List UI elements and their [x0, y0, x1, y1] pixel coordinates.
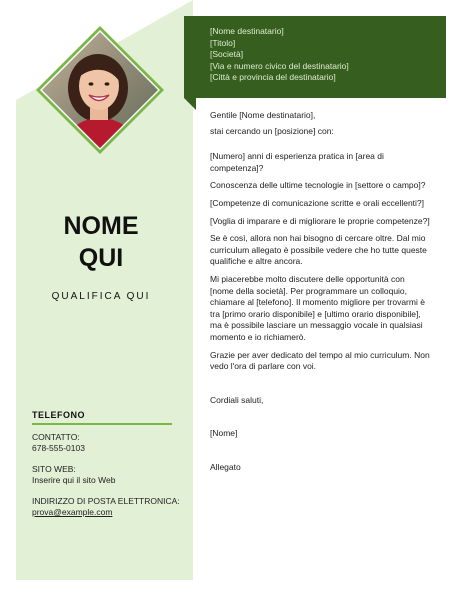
email-block	[32, 496, 182, 518]
letter-paragraph-3: Grazie per aver dedicato del tempo al mio curriculum. Non vedo l'ora di parlare con voi.	[210, 349, 430, 372]
contact-heading: TELEFONO	[32, 410, 85, 420]
email-link[interactable]: prova@example.com	[32, 507, 113, 517]
recipient-name: [Nome destinatario]	[210, 26, 284, 36]
candidate-name-line1: NOME	[63, 212, 139, 240]
phone-label: CONTATTO:	[32, 432, 80, 442]
email-label: INDIRIZZO DI POSTA ELETTRONICA:	[32, 496, 180, 506]
candidate-name	[16, 210, 186, 274]
letter-point-1: [Numero] anni di esperienza pratica in [area di competenza]?	[210, 151, 384, 173]
letter-point-2: Conoscenza delle ultime tecnologie in [settore o campo]?	[210, 180, 426, 191]
letter-closing: Cordiali saluti,	[210, 394, 264, 405]
website-block	[32, 464, 182, 486]
website-label: SITO WEB:	[32, 464, 76, 474]
contact-divider	[32, 423, 172, 425]
recipient-address	[210, 26, 349, 84]
recipient-street: [Via e numero civico del destinatario]	[210, 60, 349, 71]
letter-signature: [Nome]	[210, 428, 238, 439]
candidate-name-line2: QUI	[78, 244, 124, 272]
recipient-title: [Titolo]	[210, 37, 236, 48]
profile-photo	[36, 26, 164, 154]
phone-value: 678-555-0103	[32, 443, 85, 453]
letter-point-3: [Competenze di comunicazione scritte e orali eccellenti?]	[210, 197, 425, 208]
profile-photo-frame	[36, 26, 164, 154]
letter-enclosure: Allegato	[210, 461, 241, 472]
letter-paragraph-1: Se è così, allora non hai bisogno di cercare oltre. Dal mio curriculum allegato è possibile vedere che ho tutte queste qualifiche e altre ancora.	[210, 233, 427, 267]
letter-body	[210, 110, 430, 479]
phone-block	[32, 432, 182, 454]
job-title: QUALIFICA QUI	[51, 291, 151, 302]
website-value: Inserire qui il sito Web	[32, 475, 116, 485]
contact-details	[32, 432, 182, 528]
letter-intro: stai cercando un [posizione] con:	[210, 125, 334, 136]
letter-point-4: [Voglia di imparare e di migliorare le proprie competenze?]	[210, 215, 430, 226]
recipient-city: [Città e provincia del destinatario]	[210, 72, 336, 83]
letter-paragraph-2: Mi piacerebbe molto discutere delle opportunità con [nome della società]. Per programmare un colloquio, chiamare al [telefono]. Il momento migliore per trovarmi è tra [primo orario disponibile] e [ultimo orario disponibile], ma è possibile lasciare un messaggio vocale in qualsiasi momento e io richiamerò.	[210, 273, 425, 342]
header-fold-corner	[184, 98, 196, 110]
recipient-company: [Società]	[210, 49, 244, 60]
letter-greeting: Gentile [Nome destinatario],	[210, 110, 316, 120]
